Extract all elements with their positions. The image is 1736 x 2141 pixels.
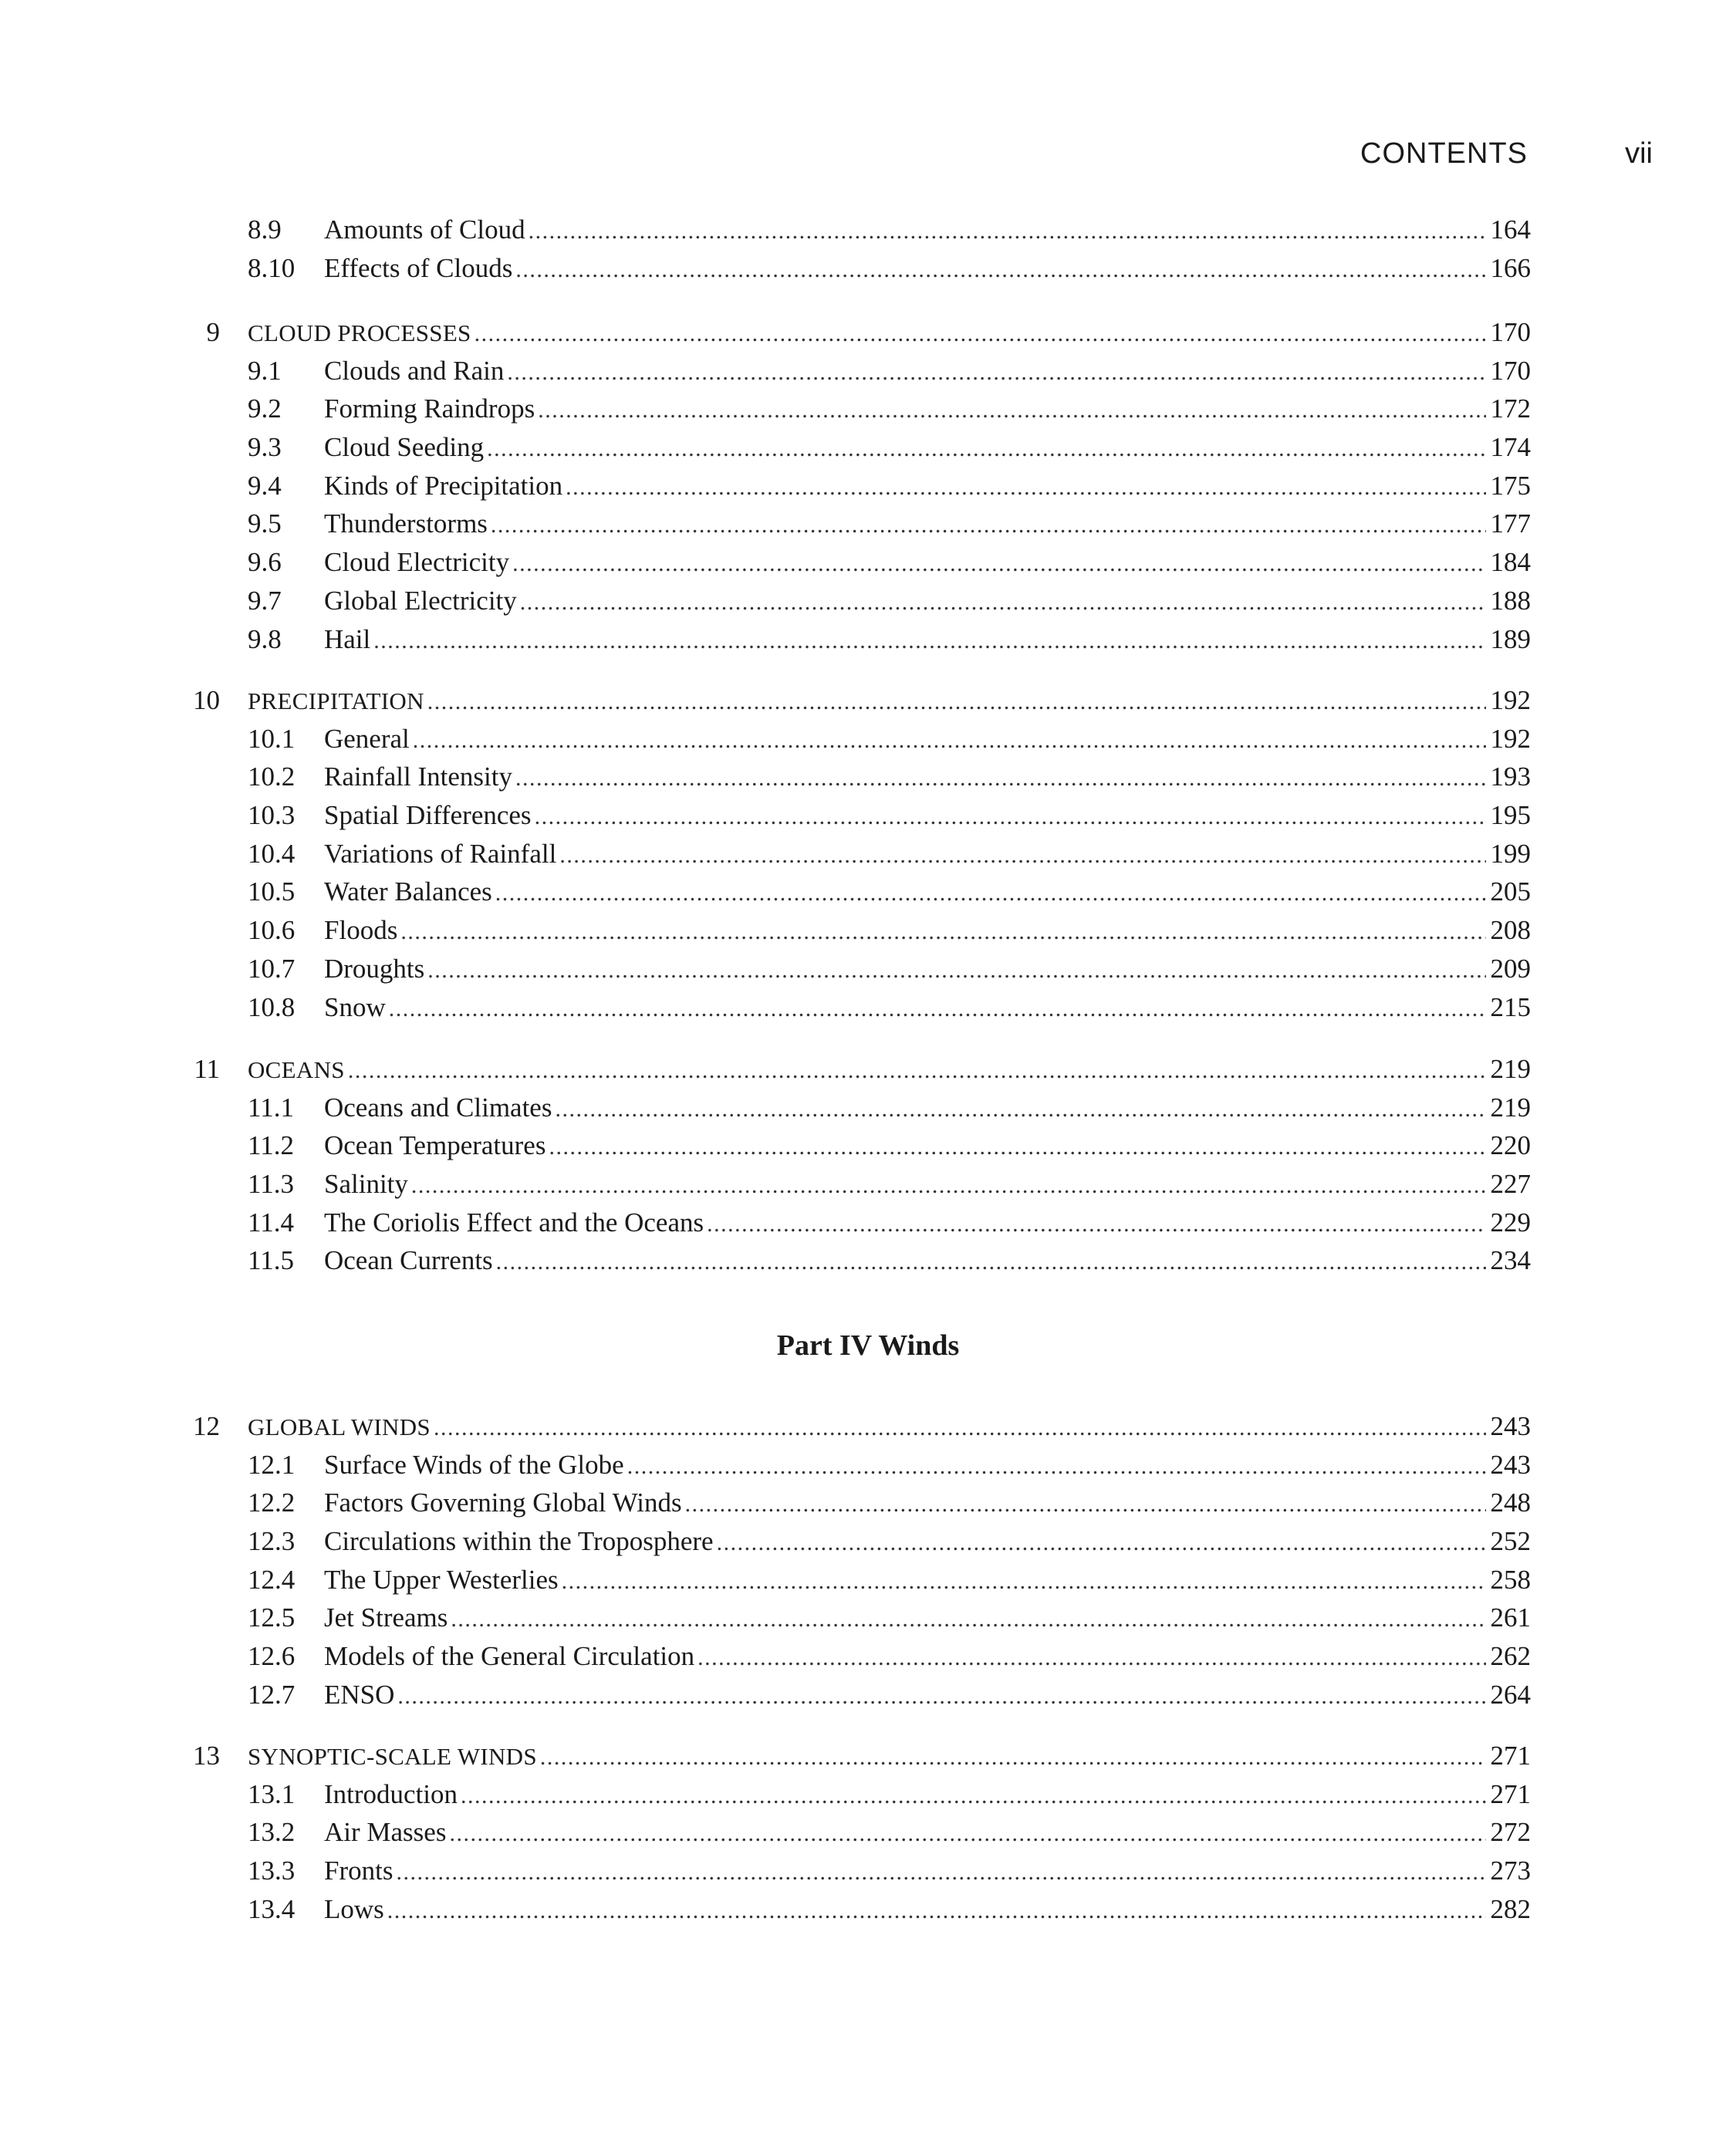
entry-line [324, 1775, 1531, 1815]
entry-number: 13.3 [248, 1856, 296, 1886]
dot-leader [411, 1167, 1486, 1205]
dot-leader [512, 545, 1485, 583]
entry-page-number: 262 [1490, 1641, 1531, 1672]
entry-page-number: 234 [1490, 1245, 1531, 1276]
entry-page-number: 193 [1490, 762, 1531, 792]
entry-title: General [324, 723, 410, 754]
toc-section-entry[interactable] [0, 1204, 1736, 1242]
entry-line [324, 1126, 1531, 1167]
entry-line [248, 681, 1531, 721]
toc-block-chapter-12 [0, 1407, 1736, 1714]
entry-title: Droughts [324, 953, 425, 984]
entry-title: SYNOPTIC-SCALE WINDS [248, 1743, 537, 1770]
toc-section-entry[interactable] [0, 1561, 1736, 1599]
entry-title: Kinds of Precipitation [324, 470, 563, 501]
dot-leader [707, 1205, 1485, 1244]
entry-page-number: 164 [1490, 214, 1531, 245]
entry-line [324, 249, 1531, 289]
entry-number: 10.8 [248, 991, 296, 1022]
toc-section-entry[interactable] [0, 582, 1736, 620]
toc-section-entry[interactable] [0, 467, 1736, 505]
toc-chapter-entry[interactable] [0, 681, 1736, 720]
entry-number: 11.5 [248, 1245, 294, 1276]
entry-page-number: 271 [1490, 1778, 1531, 1809]
entry-title: Introduction [324, 1778, 458, 1809]
dot-leader [697, 1639, 1485, 1677]
entry-page-number: 170 [1490, 317, 1531, 347]
toc-block-chapter-10 [0, 681, 1736, 1026]
toc-section-entry[interactable] [0, 1522, 1736, 1561]
toc-block-chapter-8-cont [0, 211, 1736, 287]
dot-leader [434, 1409, 1486, 1447]
toc-section-entry[interactable] [0, 1890, 1736, 1929]
toc-section-entry[interactable] [0, 796, 1736, 835]
entry-line [324, 467, 1531, 507]
entry-page-number: 170 [1490, 355, 1531, 386]
dot-leader [562, 1562, 1486, 1601]
entry-line [324, 1204, 1531, 1244]
dot-leader [413, 721, 1486, 760]
entry-line [324, 1561, 1531, 1601]
toc-block-chapter-11 [0, 1050, 1736, 1280]
entry-line [248, 1050, 1531, 1090]
entry-title: Variations of Rainfall [324, 838, 557, 869]
toc-chapter-entry[interactable] [0, 1737, 1736, 1775]
toc-section-entry[interactable] [0, 1165, 1736, 1204]
dot-leader [396, 1853, 1485, 1892]
dot-leader [559, 836, 1485, 875]
toc-section-entry[interactable] [0, 1637, 1736, 1676]
toc-section-entry[interactable] [0, 1813, 1736, 1852]
dot-leader [515, 759, 1486, 798]
toc-block-chapter-13 [0, 1737, 1736, 1928]
entry-title: Clouds and Rain [324, 355, 505, 386]
entry-line [248, 313, 1531, 353]
entry-number: 10.7 [248, 953, 296, 984]
toc-section-entry[interactable] [0, 1241, 1736, 1280]
dot-leader [627, 1447, 1486, 1486]
entry-page-number: 215 [1490, 991, 1531, 1022]
entry-number: 9.5 [248, 508, 282, 539]
entry-line [324, 1890, 1531, 1930]
toc-section-entry[interactable] [0, 950, 1736, 988]
entry-number: 9.8 [248, 623, 282, 654]
entry-title: ENSO [324, 1679, 395, 1710]
entry-page-number: 195 [1490, 800, 1531, 831]
entry-number: 9.7 [248, 585, 282, 616]
entry-page-number: 272 [1490, 1817, 1531, 1848]
entry-page-number: 229 [1490, 1207, 1531, 1238]
dot-leader [538, 391, 1485, 430]
entry-page-number: 219 [1490, 1092, 1531, 1123]
entry-page-number: 177 [1490, 508, 1531, 539]
toc-section-entry[interactable] [0, 1446, 1736, 1484]
entry-page-number: 175 [1490, 470, 1531, 501]
entry-page-number: 209 [1490, 953, 1531, 984]
entry-number: 8.9 [248, 214, 282, 245]
entry-title: Global Electricity [324, 585, 517, 616]
entry-page-number: 258 [1490, 1564, 1531, 1595]
entry-title: Fronts [324, 1856, 393, 1886]
entry-number: 8.10 [248, 252, 296, 283]
entry-title: GLOBAL WINDS [248, 1413, 431, 1440]
dot-leader [449, 1815, 1485, 1853]
entry-number: 10.2 [248, 762, 296, 792]
entry-title: Rainfall Intensity [324, 762, 512, 792]
toc-section-entry[interactable] [0, 1089, 1736, 1127]
entry-number: 12.7 [248, 1679, 296, 1710]
toc-section-entry[interactable] [0, 1126, 1736, 1165]
entry-page-number: 264 [1490, 1679, 1531, 1710]
toc-section-entry[interactable] [0, 1775, 1736, 1814]
entry-line [324, 758, 1531, 798]
entry-title: Cloud Electricity [324, 547, 510, 578]
entry-line [248, 1737, 1531, 1777]
entry-line [324, 582, 1531, 622]
page-number: vii [1625, 137, 1653, 170]
entry-page-number: 220 [1490, 1130, 1531, 1161]
entry-title: Factors Governing Global Winds [324, 1488, 682, 1518]
running-head-title: CONTENTS [1360, 137, 1528, 170]
toc-section-entry[interactable] [0, 911, 1736, 950]
dot-leader [389, 990, 1486, 1028]
entry-line [324, 352, 1531, 392]
toc-section-entry[interactable] [0, 1599, 1736, 1637]
entry-page-number: 199 [1490, 838, 1531, 869]
entry-page-number: 174 [1490, 432, 1531, 463]
entry-title: The Upper Westerlies [324, 1564, 559, 1595]
entry-number: 12.3 [248, 1526, 296, 1557]
entry-number: 10.3 [248, 800, 296, 831]
entry-line [324, 1484, 1531, 1524]
entry-page-number: 192 [1490, 723, 1531, 754]
entry-title: OCEANS [248, 1056, 345, 1083]
entry-line [324, 720, 1531, 760]
dot-leader [397, 1677, 1485, 1716]
entry-title: Amounts of Cloud [324, 214, 525, 245]
entry-page-number: 166 [1490, 252, 1531, 283]
entry-line [324, 911, 1531, 951]
part-heading: Part IV Winds [776, 1329, 960, 1362]
entry-number: 12.6 [248, 1641, 296, 1672]
dot-leader [515, 251, 1485, 289]
entry-page-number: 192 [1490, 685, 1531, 715]
dot-leader [491, 506, 1486, 545]
toc-section-entry[interactable] [0, 249, 1736, 288]
entry-line [324, 543, 1531, 583]
entry-number: 11.4 [248, 1207, 294, 1238]
entry-number: 10.1 [248, 723, 296, 754]
entry-line [324, 950, 1531, 990]
dot-leader [400, 913, 1485, 951]
entry-line [248, 1407, 1531, 1447]
running-head [0, 137, 1736, 184]
entry-page-number: 208 [1490, 915, 1531, 946]
entry-number: 13 [193, 1741, 220, 1771]
entry-line [324, 835, 1531, 875]
entry-number: 12.2 [248, 1488, 296, 1518]
entry-title: Effects of Clouds [324, 252, 513, 283]
toc-section-entry[interactable] [0, 211, 1736, 249]
toc-chapter-entry[interactable] [0, 313, 1736, 352]
entry-number: 9.3 [248, 432, 282, 463]
toc-chapter-entry[interactable] [0, 1050, 1736, 1089]
dot-leader [717, 1524, 1486, 1562]
entry-page-number: 271 [1490, 1741, 1531, 1771]
entry-line [324, 1089, 1531, 1129]
entry-page-number: 189 [1490, 623, 1531, 654]
entry-number: 13.4 [248, 1893, 296, 1924]
entry-number: 13.2 [248, 1817, 296, 1848]
entry-title: Hail [324, 623, 371, 654]
entry-page-number: 184 [1490, 547, 1531, 578]
entry-line [324, 1637, 1531, 1677]
toc-section-entry[interactable] [0, 758, 1736, 796]
entry-number: 9.6 [248, 547, 282, 578]
entry-line [324, 505, 1531, 545]
toc-block-chapter-9 [0, 313, 1736, 658]
entry-title: Ocean Temperatures [324, 1130, 546, 1161]
entry-line [324, 1241, 1531, 1282]
entry-number: 11.2 [248, 1130, 294, 1161]
entry-title: Lows [324, 1893, 384, 1924]
dot-leader [427, 951, 1485, 990]
entry-page-number: 205 [1490, 876, 1531, 907]
entry-page-number: 252 [1490, 1526, 1531, 1557]
entry-title: Surface Winds of the Globe [324, 1449, 624, 1480]
entry-number: 9.2 [248, 393, 282, 424]
entry-title: Salinity [324, 1169, 408, 1200]
entry-title: Cloud Seeding [324, 432, 485, 463]
entry-page-number: 273 [1490, 1856, 1531, 1886]
dot-leader [566, 468, 1485, 507]
entry-title: Floods [324, 915, 398, 946]
entry-page-number: 243 [1490, 1449, 1531, 1480]
entry-number: 13.1 [248, 1778, 296, 1809]
dot-leader [520, 583, 1486, 622]
entry-page-number: 243 [1490, 1411, 1531, 1441]
entry-line [324, 1599, 1531, 1639]
dot-leader [507, 353, 1485, 392]
entry-line [324, 1852, 1531, 1892]
dot-leader [535, 798, 1486, 836]
entry-number: 10.4 [248, 838, 296, 869]
dot-leader [495, 874, 1486, 913]
toc-section-entry[interactable] [0, 1484, 1736, 1522]
entry-number: 11.1 [248, 1092, 294, 1123]
toc-section-entry[interactable] [0, 835, 1736, 873]
entry-number: 10 [193, 685, 220, 715]
entry-number: 10.5 [248, 876, 296, 907]
dot-leader [373, 622, 1485, 660]
toc-chapter-entry[interactable] [0, 1407, 1736, 1446]
entry-title: The Coriolis Effect and the Oceans [324, 1207, 704, 1238]
entry-title: Circulations within the Troposphere [324, 1526, 714, 1557]
toc-section-entry[interactable] [0, 620, 1736, 659]
entry-title: Spatial Differences [324, 800, 532, 831]
dot-leader [487, 430, 1485, 468]
dot-leader [540, 1738, 1486, 1777]
dot-leader [549, 1128, 1485, 1167]
entry-title: Forming Raindrops [324, 393, 535, 424]
entry-title: Air Masses [324, 1817, 447, 1848]
dot-leader [496, 1243, 1486, 1282]
entry-number: 9.1 [248, 355, 282, 386]
entry-number: 11.3 [248, 1169, 294, 1200]
toc-section-entry[interactable] [0, 390, 1736, 428]
entry-line [324, 1446, 1531, 1486]
toc-section-entry[interactable] [0, 543, 1736, 582]
entry-line [324, 1813, 1531, 1853]
entry-number: 12.1 [248, 1449, 296, 1480]
entry-line [324, 390, 1531, 430]
entry-title: Water Balances [324, 876, 492, 907]
dot-leader [461, 1777, 1485, 1815]
entry-number: 12.4 [248, 1564, 296, 1595]
entry-number: 9.4 [248, 470, 282, 501]
dot-leader [685, 1485, 1486, 1524]
entry-number: 10.6 [248, 915, 296, 946]
entry-title: CLOUD PROCESSES [248, 319, 471, 346]
entry-page-number: 261 [1490, 1602, 1531, 1633]
dot-leader [451, 1600, 1485, 1639]
entry-line [324, 1522, 1531, 1562]
toc-section-entry[interactable] [0, 873, 1736, 911]
dot-leader [427, 683, 1486, 721]
entry-line [324, 873, 1531, 913]
entry-title: Jet Streams [324, 1602, 448, 1633]
toc-section-entry[interactable] [0, 1852, 1736, 1890]
toc-section-entry[interactable] [0, 505, 1736, 543]
dot-leader [529, 212, 1486, 251]
entry-line [324, 211, 1531, 251]
dot-leader [475, 315, 1486, 353]
entry-page-number: 248 [1490, 1488, 1531, 1518]
entry-title: Thunderstorms [324, 508, 488, 539]
entry-title: Snow [324, 991, 386, 1022]
entry-number: 12.5 [248, 1602, 296, 1633]
dot-leader [555, 1090, 1485, 1129]
entry-line [324, 988, 1531, 1028]
entry-page-number: 227 [1490, 1169, 1531, 1200]
entry-page-number: 188 [1490, 585, 1531, 616]
entry-number: 11 [194, 1054, 220, 1084]
entry-page-number: 172 [1490, 393, 1531, 424]
entry-line [324, 428, 1531, 468]
toc-section-entry[interactable] [0, 1676, 1736, 1714]
entry-title: Ocean Currents [324, 1245, 493, 1276]
toc-section-entry[interactable] [0, 352, 1736, 390]
toc-section-entry[interactable] [0, 720, 1736, 758]
entry-number: 9 [206, 317, 220, 347]
dot-leader [348, 1052, 1486, 1090]
entry-page-number: 282 [1490, 1893, 1531, 1924]
entry-line [324, 1676, 1531, 1716]
toc-section-entry[interactable] [0, 428, 1736, 467]
entry-title: PRECIPITATION [248, 687, 424, 714]
entry-line [324, 1165, 1531, 1205]
entry-line [324, 620, 1531, 660]
entry-line [324, 796, 1531, 836]
toc-section-entry[interactable] [0, 988, 1736, 1027]
entry-title: Models of the General Circulation [324, 1641, 695, 1672]
entry-number: 12 [193, 1411, 220, 1441]
entry-page-number: 219 [1490, 1054, 1531, 1084]
dot-leader [387, 1892, 1486, 1930]
entry-title: Oceans and Climates [324, 1092, 552, 1123]
